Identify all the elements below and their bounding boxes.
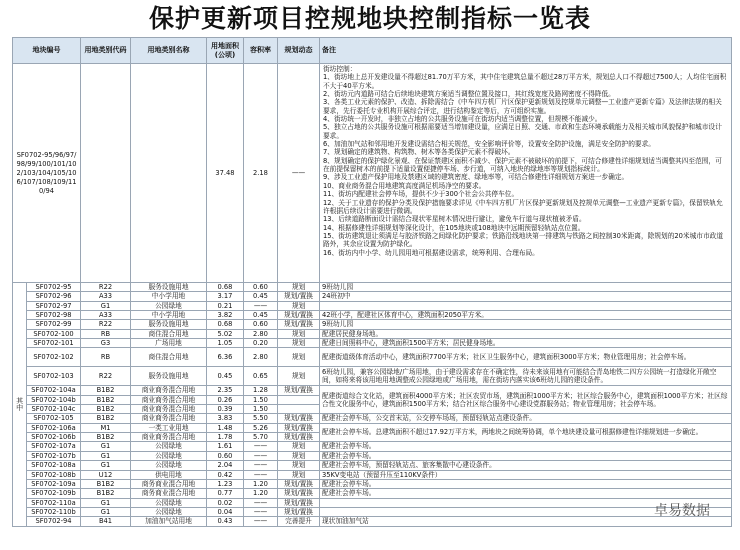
row-note: 配建居民健身场地。 [320, 329, 732, 338]
row-name: 中小学用地 [131, 311, 207, 320]
row-area: 6.36 [207, 348, 244, 367]
table-row [13, 367, 732, 386]
row-note: 配建日间照料中心，建筑面积1500平方米；居民健身场地。 [320, 339, 732, 348]
table-row [13, 283, 732, 292]
row-name: 服务设施用地 [131, 320, 207, 329]
row-far: 1.50 [244, 405, 278, 414]
row-code: B1B2 [81, 433, 131, 442]
row-area: 1.05 [207, 339, 244, 348]
row-id: SF0702-98 [27, 311, 81, 320]
row-far: —— [244, 301, 278, 310]
row-far: 0.45 [244, 292, 278, 301]
row-note: 42班小学，配建社区体育中心，建筑面积2050平方米。 [320, 311, 732, 320]
row-id: SF0702-104a [27, 386, 81, 395]
summary-note-line: 1、街坊地上总开发建设量不得超过81.70万平方米，其中住宅建筑总量不超过28万平方米，规划总人口不得超过7500人；人均住宅面积不大于40平方米。 [323, 73, 727, 90]
row-id: SF0702-95 [27, 283, 81, 292]
row-far: —— [244, 470, 278, 479]
watermark: 卓易数据 [654, 503, 710, 519]
row-far: —— [244, 498, 278, 507]
row-far: —— [244, 507, 278, 516]
header-code: 用地类别代码 [81, 38, 131, 64]
row-area: 0.45 [207, 367, 244, 386]
row-status: 规划/置换 [278, 414, 320, 423]
row-name: 公园绿地 [131, 507, 207, 516]
row-note: 配建社会停车场，公交首末站，公交停车场场，预留轻轨站点建设条件。 [320, 414, 732, 423]
row-name: 商业商务混合用地 [131, 395, 207, 404]
table-row [13, 442, 732, 451]
row-name: 公园绿地 [131, 442, 207, 451]
summary-note-line: 6、加油加气站和邻用地开发建设需结合相关规范，安全影响评价等，设置安全防护设施，满足安全防护的要求。 [323, 140, 655, 149]
row-id: SF0702-109b [27, 489, 81, 498]
row-id: SF0702-107a [27, 442, 81, 451]
table-row [13, 470, 732, 479]
row-note: 配建社会停车场。 [320, 479, 732, 488]
row-far: 0.60 [244, 283, 278, 292]
page-title: 保护更新项目控规地块控制指标一览表 [148, 4, 591, 33]
row-name: 广场用地 [131, 339, 207, 348]
header-note: 备注 [320, 38, 732, 64]
row-far: 1.20 [244, 479, 278, 488]
summary-id: SF0702-95/96/97/98/99/100/101/102/103/104/105/106/107/108/109/110/94 [13, 64, 81, 283]
row-id: SF0702-107b [27, 451, 81, 460]
header-area: 用地面积(公顷) [207, 38, 244, 64]
row-area: 3.82 [207, 311, 244, 320]
row-name: 一类工业用地 [131, 423, 207, 432]
row-far: 0.65 [244, 367, 278, 386]
row-status: 规划 [278, 301, 320, 310]
row-code: RB [81, 348, 131, 367]
row-id: SF0702-106a [27, 423, 81, 432]
row-far: 0.20 [244, 339, 278, 348]
summary-note-line: 10、商业商务混合用地建筑高度满足机场净空的要求。 [323, 181, 486, 190]
row-id: SF0702-104c [27, 405, 81, 414]
row-id: SF0702-104b [27, 395, 81, 404]
row-note: 现状加油加气站 [320, 517, 732, 526]
row-area: 1.23 [207, 479, 244, 488]
summary-note-line: 12、关于工业遗存的保护分类及保护措施要求详见《中车四方机厂片区保护更新规划及控规单元调整—工业遗产更新专篇》，保留铁轨允许根据后续设计需要进行微调。 [323, 198, 723, 215]
summary-note-line: 13、后续道路断面设计需结合现状零星树木情况进行避让，避免车行道与现状植被矛盾。 [323, 215, 586, 224]
row-name: 服务设施用地 [131, 283, 207, 292]
row-note: 配建社会停车场。总建筑面积不超过17.92万平方米，两地块之间统筹协调，单个地块建设量可根据修建性详细规划进一步确定。 [320, 423, 732, 442]
table-row [13, 423, 732, 432]
row-code: B1B2 [81, 405, 131, 414]
table-row [13, 517, 732, 526]
summary-note-line: 4、街坊统一开发时，非独立占地的公共服务设施可在街坊内适当调整位置，但规模不能减少。 [323, 115, 602, 124]
row-area: 0.21 [207, 301, 244, 310]
row-name: 商住混合用地 [131, 348, 207, 367]
row-area: 3.83 [207, 414, 244, 423]
row-status: 规划/置换 [278, 311, 320, 320]
row-code: G1 [81, 451, 131, 460]
header-far: 容积率 [244, 38, 278, 64]
summary-note-line: 8、规划确定的保护绿化景观、在保证禁建区面积不减少、保护元素不被破坏的前提下，可结合修建性详细规划适当调整其四至范围，可在前提保留树木的前提下适量设置便捷停车场、步行道，可纳入地块的绿地率等规划指标统计。 [323, 156, 722, 174]
row-status: 规划/置换 [278, 507, 320, 516]
table-row [13, 292, 732, 301]
row-name: 供电用地 [131, 470, 207, 479]
table-header-row [13, 38, 732, 64]
row-note: 配建社会停车场，预留轻轨站点、旅客集散中心建设条件。 [320, 461, 732, 470]
row-area: 0.43 [207, 517, 244, 526]
row-name: 商业商务混合用地 [131, 386, 207, 395]
row-id: SF0702-108b [27, 470, 81, 479]
row-code: RB [81, 329, 131, 338]
table-row [13, 461, 732, 470]
row-code: G1 [81, 461, 131, 470]
row-id: SF0702-105 [27, 414, 81, 423]
row-status: 规划 [278, 461, 320, 470]
row-status: 规划/置换 [278, 386, 320, 395]
row-code: B1B2 [81, 489, 131, 498]
summary-note-line: 5、独立占地的公共服务设施可根据需要适当增加建设量，应满足日照、交通、市政和生态环境承载能力及相关城市风貌保护和城市设计要求。 [323, 123, 722, 140]
row-id: SF0702-102 [27, 348, 81, 367]
row-area: 0.60 [207, 451, 244, 460]
table-row [13, 451, 732, 460]
row-area: 0.39 [207, 405, 244, 414]
table-row [13, 498, 732, 507]
row-area: 1.61 [207, 442, 244, 451]
row-area: 0.26 [207, 395, 244, 404]
row-id: SF0702-108a [27, 461, 81, 470]
row-far: 5.50 [244, 414, 278, 423]
row-note: 9班幼儿园 [320, 320, 732, 329]
row-status: 规划 [278, 367, 320, 386]
summary-note-line: 街坊控制： [323, 65, 357, 73]
table-row [13, 479, 732, 488]
row-name: 商务商业混合用地 [131, 489, 207, 498]
header-status: 规划动态 [278, 38, 320, 64]
summary-row [13, 64, 732, 283]
row-status: 规划 [278, 329, 320, 338]
row-code: B1B2 [81, 414, 131, 423]
row-status: 规划/置换 [278, 489, 320, 498]
row-id: SF0702-101 [27, 339, 81, 348]
summary-note-line: 15、街坊建筑退让须满足与胶济铁路之间绿化防护要求；铁路沿线地块第一排建筑与铁路之间控制30米距离，除规划的20米城市市政道路外，其余应设置为防护绿化。 [323, 231, 724, 249]
table-row [13, 414, 732, 423]
row-code: G1 [81, 498, 131, 507]
row-far: 2.80 [244, 348, 278, 367]
row-far: 0.45 [244, 311, 278, 320]
table-row [13, 320, 732, 329]
row-far: —— [244, 451, 278, 460]
summary-note-line: 16、街坊内中小学、幼儿园用地可根据建设需求，统筹利用、合理布局。 [323, 248, 539, 257]
row-area: 5.02 [207, 329, 244, 338]
row-code: R22 [81, 283, 131, 292]
row-status: 规划 [278, 348, 320, 367]
row-note: 配建街道综合文化站，建筑面积4000平方米；社区农贸市场，建筑面积1000平方米；社区综合服务中心，建筑面积1000平方米；社区综合性文化服务中心，建筑面积1500平方米；结合社区综合服务中心建设党群服务站；物业管理用房；社会停车场。 [320, 386, 732, 414]
group-label: 其中 [13, 283, 27, 527]
row-status [278, 395, 320, 404]
row-name: 加油加气站用地 [131, 517, 207, 526]
row-name: 公园绿地 [131, 451, 207, 460]
summary-name [131, 64, 207, 283]
row-note: 配建社会停车场。 [320, 489, 732, 498]
row-id: SF0702-94 [27, 517, 81, 526]
row-area: 0.68 [207, 320, 244, 329]
row-far: 5.70 [244, 433, 278, 442]
row-name: 中小学用地 [131, 292, 207, 301]
row-code: B1B2 [81, 386, 131, 395]
table-row [13, 386, 732, 395]
row-status: 规划 [278, 283, 320, 292]
row-note: 24班初中 [320, 292, 732, 301]
row-name: 公园绿地 [131, 461, 207, 470]
row-code: B1B2 [81, 395, 131, 404]
row-area: 0.42 [207, 470, 244, 479]
row-code: R22 [81, 367, 131, 386]
row-note: 配建社会停车场。 [320, 442, 732, 451]
row-far: 5.26 [244, 423, 278, 432]
row-name: 公园绿地 [131, 498, 207, 507]
row-area: 3.17 [207, 292, 244, 301]
row-note: 9班幼儿园 [320, 283, 732, 292]
row-code: B1B2 [81, 479, 131, 488]
summary-note-line: 14、根据修建性详细规划等深化设计，在105地块或108地块中远期预留轻轨站点位置。 [323, 223, 585, 232]
row-note: 6班幼儿园，兼容公园绿地/广场用地，由于建设需求存在不确定性，待未来该用地有可能结合青岛地铁二四方公园统一打造绿化开敞空间，如将来将该用地用地调整成公园绿地或广场用地，需在街坊内落实该6班幼儿园的建设条件。 [320, 367, 732, 386]
table-row [13, 348, 732, 367]
control-index-table [12, 37, 732, 527]
row-status [278, 405, 320, 414]
row-name: 公园绿地 [131, 301, 207, 310]
row-code: M1 [81, 423, 131, 432]
row-status: 规划/置换 [278, 433, 320, 442]
summary-note-line: 2、街坊元内道路可结合后续地块建筑方案适当调整位置及接口，其红线宽度及路网密度不得降低。 [323, 90, 615, 99]
table-row [13, 329, 732, 338]
row-id: SF0702-99 [27, 320, 81, 329]
row-area: 2.35 [207, 386, 244, 395]
row-area: 0.68 [207, 283, 244, 292]
row-status: 规划 [278, 451, 320, 460]
row-note: 35KV变电站（预留升压至110KV条件） [320, 470, 732, 479]
row-area: 0.04 [207, 507, 244, 516]
row-far: 1.28 [244, 386, 278, 395]
row-id: SF0702-96 [27, 292, 81, 301]
table-row [13, 311, 732, 320]
row-area: 1.48 [207, 423, 244, 432]
row-far: —— [244, 442, 278, 451]
row-area: 0.77 [207, 489, 244, 498]
row-id: SF0702-97 [27, 301, 81, 310]
row-code: A33 [81, 311, 131, 320]
row-area: 2.04 [207, 461, 244, 470]
row-status: 规划 [278, 442, 320, 451]
row-status: 规划 [278, 470, 320, 479]
row-id: SF0702-103 [27, 367, 81, 386]
row-far: 1.20 [244, 489, 278, 498]
row-name: 商业商务混合用地 [131, 433, 207, 442]
row-status: 规划/置换 [278, 423, 320, 432]
row-name: 服务设施用地 [131, 367, 207, 386]
row-note: 配建街道级体育活动中心，建筑面积7700平方米；社区卫生服务中心，建筑面积3000平方米；物业管理用房；社会停车场。 [320, 348, 732, 367]
table-row [13, 339, 732, 348]
table-row [13, 507, 732, 516]
row-code: G1 [81, 507, 131, 516]
summary-far: 2.18 [244, 64, 278, 283]
summary-note-line: 9、涉及工业遗产保护用地及禁建区域的建筑密度、绿地率等，可结合修建性详细规划方案进一步确定。 [323, 173, 629, 182]
row-code: G3 [81, 339, 131, 348]
row-name: 商住混合用地 [131, 329, 207, 338]
table-row [13, 489, 732, 498]
row-status: 规划/置换 [278, 320, 320, 329]
row-id: SF0702-109a [27, 479, 81, 488]
row-code: G1 [81, 442, 131, 451]
row-id: SF0702-110a [27, 498, 81, 507]
table-row [13, 301, 732, 310]
row-status: 规划/置换 [278, 479, 320, 488]
row-far: 1.50 [244, 395, 278, 404]
row-note [320, 301, 732, 310]
summary-area: 37.48 [207, 64, 244, 283]
row-code: B41 [81, 517, 131, 526]
row-area: 1.78 [207, 433, 244, 442]
row-status: 规划/置换 [278, 498, 320, 507]
row-far: 0.60 [244, 320, 278, 329]
row-name: 商业商务混合用地 [131, 405, 207, 414]
summary-note-line: 7、规划确定的建筑物、构筑物、树木等各类保护元素不得破坏。 [323, 148, 515, 157]
row-code: A33 [81, 292, 131, 301]
row-status: 完善提升 [278, 517, 320, 526]
row-id: SF0702-100 [27, 329, 81, 338]
row-id: SF0702-106b [27, 433, 81, 442]
row-name: 商务商业混合用地 [131, 479, 207, 488]
row-status: 规划 [278, 339, 320, 348]
row-note: 配建社会停车场。 [320, 451, 732, 460]
header-name: 用地类别名称 [131, 38, 207, 64]
row-code: U12 [81, 470, 131, 479]
summary-status: —— [278, 64, 320, 283]
row-code: R22 [81, 320, 131, 329]
summary-note-line: 11、街坊内配建社会停车场，提供不少于300个社会公共停车位。 [323, 190, 519, 199]
row-id: SF0702-110b [27, 507, 81, 516]
summary-code [81, 64, 131, 283]
row-far: —— [244, 461, 278, 470]
row-name: 商业商务混合用地 [131, 414, 207, 423]
summary-notes [320, 64, 732, 283]
row-area: 0.02 [207, 498, 244, 507]
row-code: G1 [81, 301, 131, 310]
summary-note-line: 3、各类工业元素的保护、改造、拆除需结合《中车四方机厂片区保护更新规划及控规单元调整—工业遗产更新专篇》及法律法规的相关要求，先行委托专业机构开展综合评定，进行结构鉴定等后，方可组织实施。 [323, 98, 722, 115]
header-id: 地块编号 [13, 38, 81, 64]
row-far: 2.80 [244, 329, 278, 338]
row-status: 规划/置换 [278, 292, 320, 301]
row-far: —— [244, 517, 278, 526]
